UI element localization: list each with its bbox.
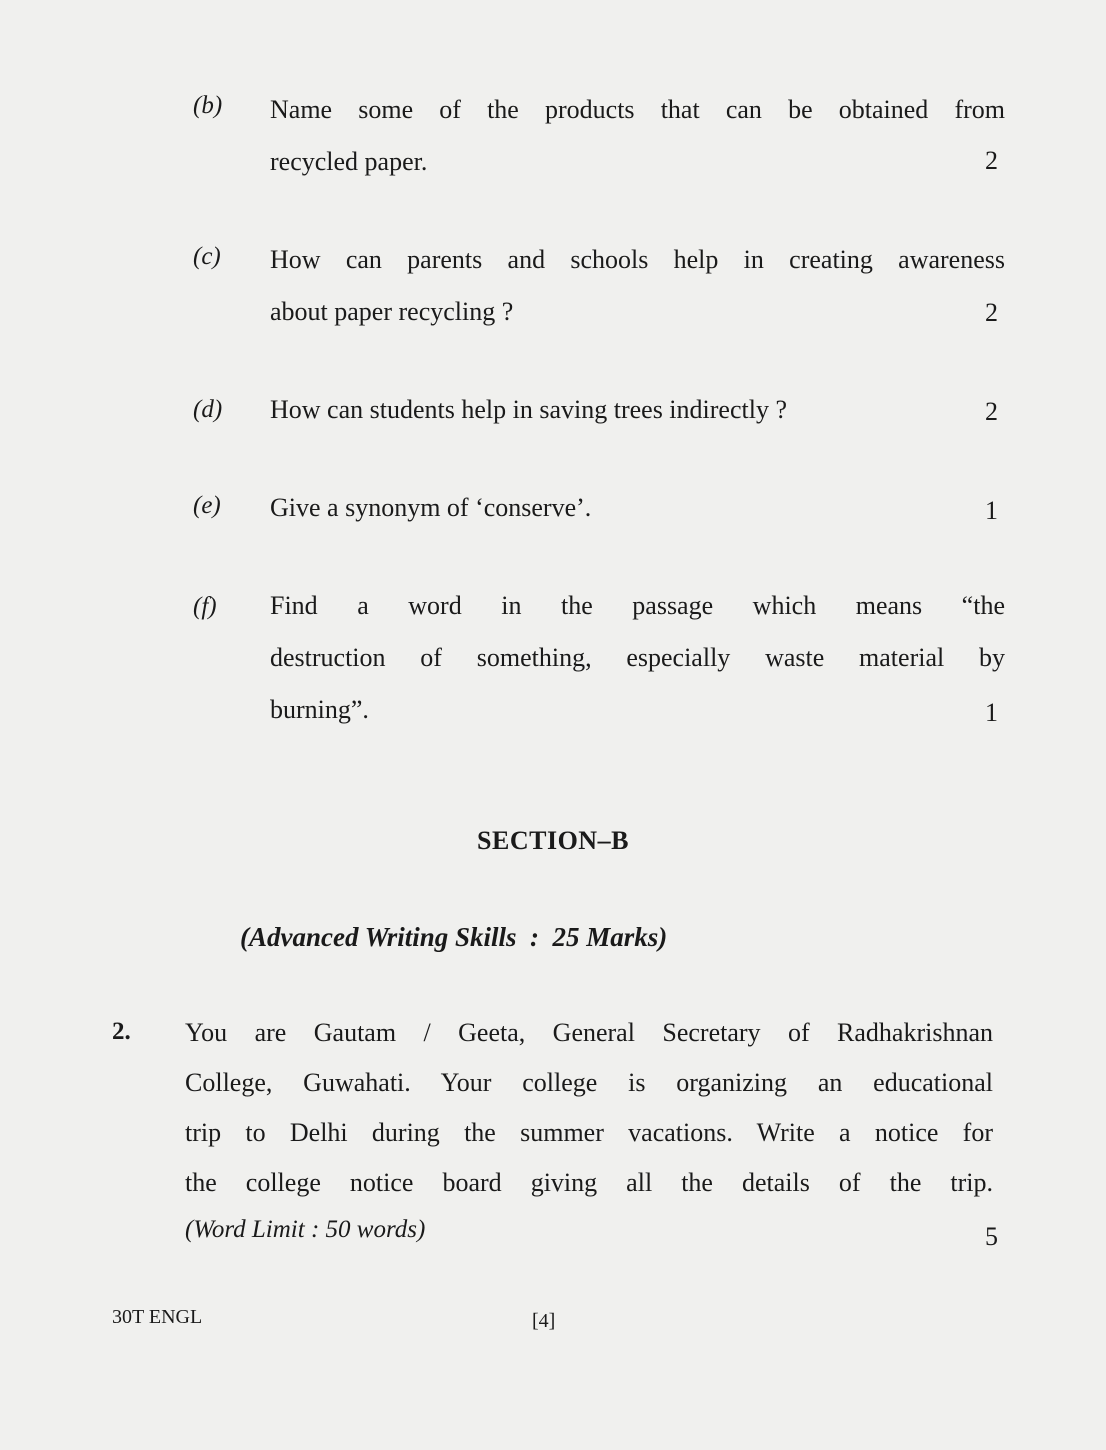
word-limit: (Word Limit : 50 words) [185,1216,426,1243]
question-marks: 2 [985,146,998,175]
section-subtitle: (Advanced Writing Skills : 25 Marks) [240,922,668,952]
question-text: How can parents and schools help in creating awareness about paper recycling ? [270,245,1005,326]
page-number: [4] [532,1310,556,1332]
question-marks: 1 [985,698,998,727]
question-text: Give a synonym of ‘conserve’. [270,493,592,522]
question-label: (f) [193,593,217,620]
question-marks: 5 [985,1222,998,1251]
question-text: Find a word in the passage which means “the destruction of something, especially waste material by burning”. [270,591,1005,724]
question-marks: 1 [985,496,998,525]
question-number: 2. [112,1018,131,1045]
paper-code: 30T ENGL [112,1306,203,1328]
question-label: (c) [193,243,221,270]
section-title: SECTION–B [477,826,629,855]
question-text: You are Gautam / Geeta, General Secretary of Radhakrishnan College, Guwahati. Your college is organizing an educational trip to Delhi during the summer vacations. Write a notice for the college notice board giving all the details of the trip. [185,1018,993,1197]
question-label: (b) [193,92,223,119]
question-label: (e) [193,492,221,519]
question-marks: 2 [985,298,998,327]
question-text: Name some of the products that can be obtained from recycled paper. [270,95,1005,176]
question-text: How can students help in saving trees indirectly ? [270,395,787,424]
question-label: (d) [193,396,223,423]
question-marks: 2 [985,397,998,426]
